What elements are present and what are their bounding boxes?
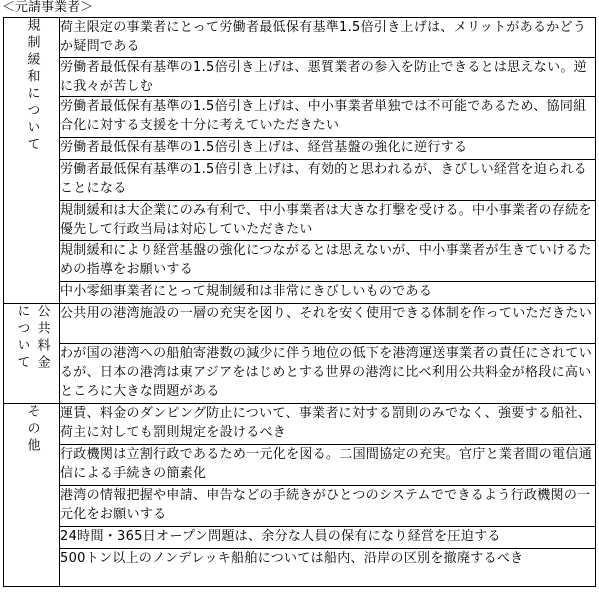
category-cell-public-fees <box>4 304 60 404</box>
item-cell: 24時間・365日オープン問題は、余分な人員の保有になり経営を圧迫する <box>60 527 596 549</box>
table-row <box>4 138 596 160</box>
item-cell: 労働者最低保有基準の1.5倍引き上げは、有効的と思われるが、きびしい経営を迫られることになる <box>60 160 596 201</box>
table-row <box>4 201 596 241</box>
item-cell: 荷主限定の事業者にとって労働者最低保有基準1.5倍引き上げは、メリットがあるかどうか疑問である <box>60 18 596 58</box>
table-row <box>4 527 596 549</box>
table-row <box>4 549 596 587</box>
table-row <box>4 304 596 344</box>
table-row <box>4 404 596 445</box>
item-cell: 中小零細事業者にとって規制緩和は非常にきびしいものである <box>60 282 596 304</box>
item-cell: 規制緩和により経営基盤の強化につながるとは思えないが、中小事業者が生きていけるための指導をお願いする <box>60 241 596 282</box>
item-cell: 港湾の情報把握や申請、申告などの手続きがひとつのシステムでできるよう行政機関の一元化をお願いする <box>60 486 596 527</box>
category-cell-deregulation <box>4 18 60 304</box>
item-cell: 公共用の港湾施設の一層の充実を図り、それを安く使用できる体制を作っていただきたい <box>60 304 596 344</box>
table-row <box>4 344 596 404</box>
item-cell: 行政機関は立割行政であるため一元化を図る。二国間協定の充実。官庁と業者間の電信通信による手続きの簡素化 <box>60 445 596 486</box>
item-cell: 運賃、料金のダンピング防止について、事業者に対する罰則のみでなく、強要する船社、荷主に対しても罰則規定を設けるべき <box>60 404 596 445</box>
table-row <box>4 241 596 282</box>
opinions-table <box>3 17 596 587</box>
category-label: 規制緩和について <box>24 18 40 154</box>
section-heading: ＜元請事業者＞ <box>2 0 94 15</box>
table-row <box>4 58 596 97</box>
item-cell: 規制緩和は大企業にのみ有利で、中小事業者は大きな打撃を受ける。中小事業者の存続を優先して行政当局は対応していただきたい <box>60 201 596 241</box>
item-cell: わが国の港湾への船舶寄港数の減少に伴う地位の低下を港湾運送事業者の責任にされているが、日本の港湾は東アジアをはじめとする世界の港湾に比べ利用公共料金が格段に高いところに大きな問題がある <box>60 344 596 404</box>
category-label: その他 <box>24 404 40 455</box>
item-cell: 500トン以上のノンデレッキ船舶については船内、沿岸の区別を撤廃するべき <box>60 549 596 587</box>
item-cell: 労働者最低保有基準の1.5倍引き上げは、経営基盤の強化に逆行する <box>60 138 596 160</box>
table-row <box>4 445 596 486</box>
table-row <box>4 160 596 201</box>
item-cell: 労働者最低保有基準の1.5倍引き上げは、悪質業者の参入を防止できるとは思えない。逆に我々が苦しむ <box>60 58 596 97</box>
category-label: 公共料金について <box>14 304 50 372</box>
item-cell: 労働者最低保有基準の1.5倍引き上げは、中小事業者単独では不可能であるため、協同組合化に対する支援を十分に考えていただきたい <box>60 97 596 138</box>
table-row <box>4 282 596 304</box>
table-row <box>4 97 596 138</box>
table-row <box>4 486 596 527</box>
category-cell-other <box>4 404 60 587</box>
table-row <box>4 18 596 58</box>
